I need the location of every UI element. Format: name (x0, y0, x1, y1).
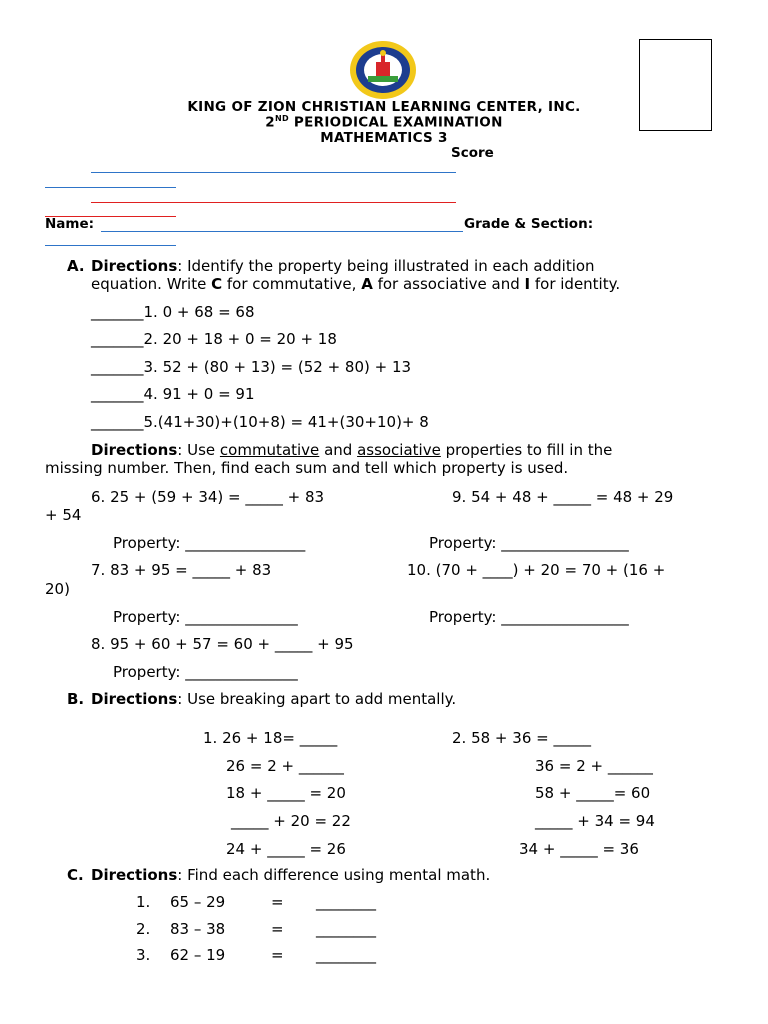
b-left-line-3[interactable]: 18 + _____ = 20 (226, 784, 346, 802)
c-item-2-equals: = (271, 920, 284, 938)
c-item-3-equals: = (271, 946, 284, 964)
section-c-letter: C. (67, 866, 84, 884)
c-item-1-number: 1. (136, 893, 151, 911)
blank-line[interactable] (91, 172, 456, 173)
section-a-directions-line2: equation. Write C for commutative, A for associative and I for identity. (91, 275, 621, 293)
question-a3[interactable]: _______3. 52 + (80 + 13) = (52 + 80) + 13 (91, 358, 412, 376)
grade-section-label: Grade & Section: (464, 216, 594, 232)
name-label: Name: (45, 216, 95, 232)
c-item-2-expression: 83 – 38 (170, 920, 226, 938)
school-logo (346, 40, 420, 100)
question-a5[interactable]: _______5.(41+30)+(10+8) = 41+(30+10)+ 8 (91, 413, 429, 431)
section-a2-directions: Directions: Use commutative and associative properties to fill in the (91, 441, 613, 459)
question-10-wrap: 20) (45, 580, 70, 598)
section-a-directions: Directions: Identify the property being illustrated in each addition (91, 257, 595, 275)
b-right-line-1[interactable]: 2. 58 + 36 = _____ (452, 729, 591, 747)
c-item-3-answer[interactable]: ________ (316, 946, 376, 964)
b-right-line-5[interactable]: 34 + _____ = 36 (519, 840, 639, 858)
section-a2-directions-line2: missing number. Then, find each sum and tell which property is used. (45, 459, 569, 477)
subject-title: MATHEMATICS 3 (320, 130, 448, 146)
c-item-3-number: 3. (136, 946, 151, 964)
blank-line[interactable] (45, 187, 176, 188)
b-left-line-5[interactable]: 24 + _____ = 26 (226, 840, 346, 858)
question-9-wrap: + 54 (45, 506, 82, 524)
question-10[interactable]: 10. (70 + ____) + 20 = 70 + (16 + (407, 561, 666, 579)
b-right-line-4[interactable]: _____ + 34 = 94 (535, 812, 655, 830)
question-a1[interactable]: _______1. 0 + 68 = 68 (91, 303, 255, 321)
b-left-line-2[interactable]: 26 = 2 + ______ (226, 757, 344, 775)
exam-title: 2ND PERIODICAL EXAMINATION (265, 114, 503, 131)
b-left-line-1[interactable]: 1. 26 + 18= _____ (203, 729, 338, 747)
school-name: KING OF ZION CHRISTIAN LEARNING CENTER, INC. (187, 99, 581, 115)
section-a-letter: A. (67, 257, 85, 275)
section-b-directions: Directions: Use breaking apart to add mentally. (91, 690, 457, 708)
c-item-1-equals: = (271, 893, 284, 911)
b-left-line-4[interactable]: _____ + 20 = 22 (231, 812, 351, 830)
question-9[interactable]: 9. 54 + 48 + _____ = 48 + 29 (452, 488, 674, 506)
property-9[interactable]: Property: _________________ (429, 534, 629, 552)
question-7[interactable]: 7. 83 + 95 = _____ + 83 (91, 561, 272, 579)
property-7[interactable]: Property: _______________ (113, 608, 298, 626)
section-b-letter: B. (67, 690, 85, 708)
c-item-1-expression: 65 – 29 (170, 893, 226, 911)
question-a4[interactable]: _______4. 91 + 0 = 91 (91, 385, 255, 403)
question-a2[interactable]: _______2. 20 + 18 + 0 = 20 + 18 (91, 330, 337, 348)
blank-line[interactable] (91, 202, 456, 203)
c-item-2-answer[interactable]: ________ (316, 920, 376, 938)
property-10[interactable]: Property: _________________ (429, 608, 629, 626)
section-c-directions: Directions: Find each difference using mental math. (91, 866, 491, 884)
score-label: Score (451, 145, 494, 161)
name-field[interactable] (101, 231, 463, 232)
question-8[interactable]: 8. 95 + 60 + 57 = 60 + _____ + 95 (91, 635, 354, 653)
question-6[interactable]: 6. 25 + (59 + 34) = _____ + 83 (91, 488, 325, 506)
b-right-line-3[interactable]: 58 + _____= 60 (535, 784, 651, 802)
grade-section-field[interactable] (45, 245, 176, 246)
c-item-1-answer[interactable]: ________ (316, 893, 376, 911)
c-item-2-number: 2. (136, 920, 151, 938)
property-6[interactable]: Property: ________________ (113, 534, 306, 552)
b-right-line-2[interactable]: 36 = 2 + ______ (535, 757, 653, 775)
c-item-3-expression: 62 – 19 (170, 946, 226, 964)
property-8[interactable]: Property: _______________ (113, 663, 298, 681)
